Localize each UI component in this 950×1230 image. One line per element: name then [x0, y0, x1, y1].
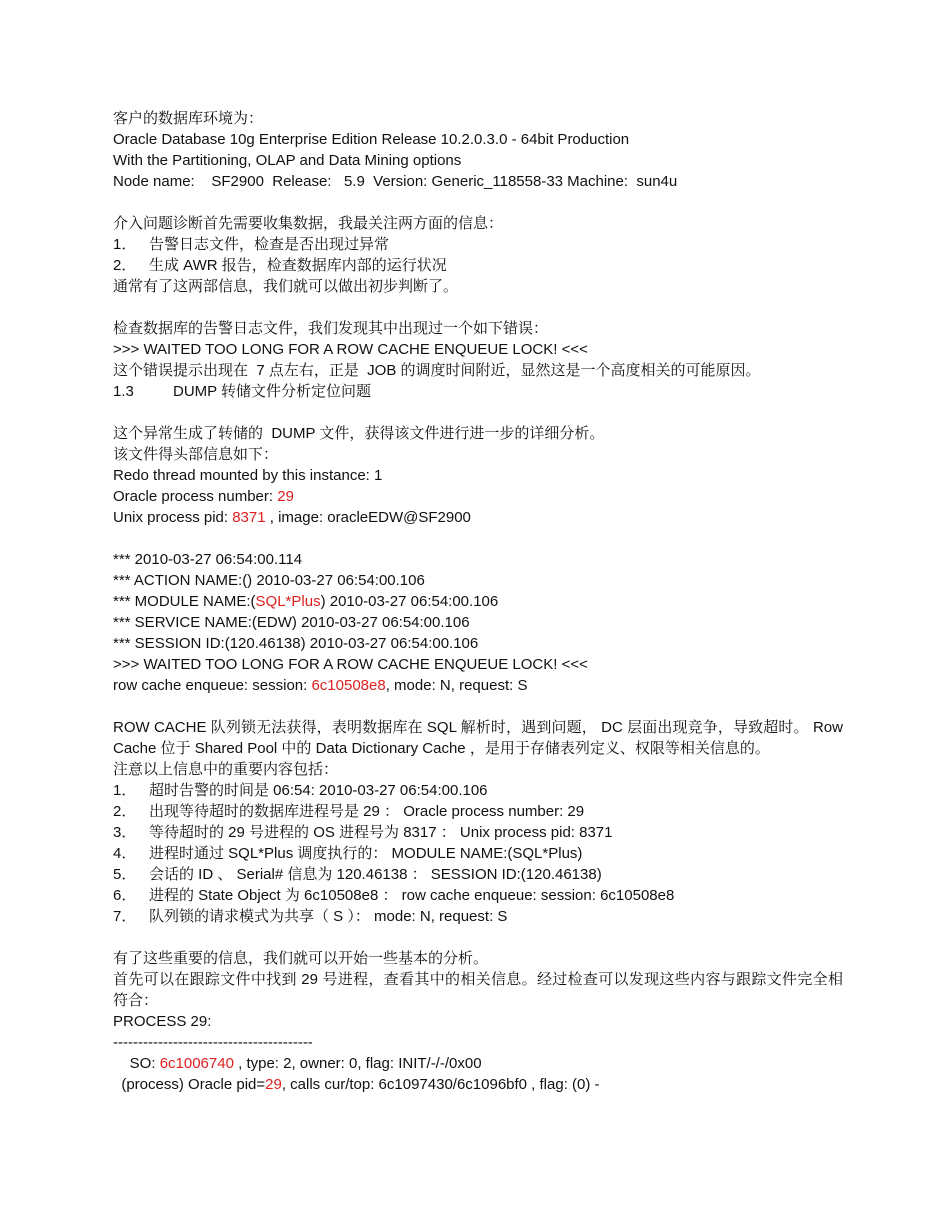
list-text: 等待超时的 29 号进程的 OS 进程号为 8317 ： Unix process pid: 8371 — [149, 824, 613, 841]
diag-conclusion: 通常有了这两部信息，我们就可以做出初步判断了。 — [113, 278, 459, 295]
row-cache-enqueue — [113, 675, 843, 696]
list-num: 1． — [113, 236, 137, 253]
list-num: 6． — [113, 887, 137, 904]
section-number: 1.3 — [113, 383, 134, 400]
list-num: 3． — [113, 824, 137, 841]
list-text: 会话的 ID 、 Serial# 信息为 120.46138 ： SESSION ID:(120.46138) — [149, 866, 602, 883]
divider: ---------------------------------------- — [113, 1034, 313, 1051]
highlight-value: 29 — [277, 488, 294, 505]
list-num: 7． — [113, 908, 137, 925]
label: Oracle process number: — [113, 488, 278, 505]
label: *** MODULE NAME:( — [113, 593, 256, 610]
dump-unix-pid — [113, 507, 843, 528]
env-line-2: With the Partitioning, OLAP and Data Mining options — [113, 152, 462, 169]
list-text: 超时告警的时间是 06:54: 2010-03-27 06:54:00.106 — [149, 782, 488, 799]
dump-head: 该文件得头部信息如下： — [113, 446, 279, 463]
alert-desc: 这个错误提示出现在 7 点左右，正是 JOB 的调度时间附近，显然这是一个高度相关的可能原因。 — [113, 362, 761, 379]
list-item — [113, 822, 843, 843]
list-item — [113, 780, 843, 801]
list-item — [113, 843, 843, 864]
list-item — [113, 885, 843, 906]
env-line-1: Oracle Database 10g Enterprise Edition Release 10.2.0.3.0 - 64bit Production — [113, 131, 630, 148]
list-item — [113, 801, 843, 822]
section-title: DUMP 转储文件分析定位问题 — [173, 383, 372, 400]
list-num: 4． — [113, 845, 137, 862]
analysis-note: 注意以上信息中的重要内容包括： — [113, 761, 339, 778]
list-item — [113, 906, 843, 927]
analysis-paragraph: ROW CACHE 队列锁无法获得，表明数据库在 SQL 解析时，遇到问题， DC 层面出现竞争，导致超时。 Row Cache 位于 Shared Pool 中的 Data Dictionary Cache ，是用于存储表列定义、权限等相关信息的。 — [113, 719, 843, 757]
list-num: 5． — [113, 866, 137, 883]
state-object — [113, 1053, 843, 1074]
label-tail: , calls cur/top: 6c1097430/6c1096bf0 , flag: (0) - — [281, 1076, 600, 1093]
analysis-list — [113, 780, 843, 927]
label-tail: , type: 2, owner: 0, flag: INIT/-/-/0x00 — [233, 1055, 482, 1072]
trace-error: >>> WAITED TOO LONG FOR A ROW CACHE ENQUEUE LOCK! <<< — [113, 656, 588, 673]
label: Unix process pid: — [113, 509, 233, 526]
trace-action: *** ACTION NAME:() 2010-03-27 06:54:00.106 — [113, 572, 425, 589]
list-num: 2． — [113, 803, 137, 820]
document-page — [113, 108, 843, 1095]
list-num: 1． — [113, 782, 137, 799]
trace-service: *** SERVICE NAME:(EDW) 2010-03-27 06:54:00.106 — [113, 614, 470, 631]
highlight-value: 8371 — [232, 509, 266, 526]
trace-para-1: 有了这些重要的信息，我们就可以开始一些基本的分析。 — [113, 950, 489, 967]
trace-timestamp: *** 2010-03-27 06:54:00.114 — [113, 551, 303, 568]
env-heading: 客户的数据库环境为： — [113, 110, 264, 127]
list-num: 2． — [113, 257, 137, 274]
alert-error: >>> WAITED TOO LONG FOR A ROW CACHE ENQUEUE LOCK! <<< — [113, 341, 588, 358]
list-item — [113, 255, 843, 276]
diag-intro: 介入问题诊断首先需要收集数据，我最关注两方面的信息： — [113, 215, 504, 232]
list-text: 告警日志文件，检查是否出现过异常 — [149, 236, 390, 253]
oracle-pid — [113, 1074, 843, 1095]
list-text: 进程时通过 SQL*Plus 调度执行的： MODULE NAME:(SQL*Plus) — [149, 845, 583, 862]
env-line-3: Node name: SF2900 Release: 5.9 Version: Generic_118558-33 Machine: sun4u — [113, 173, 678, 190]
label: SO: — [113, 1055, 160, 1072]
section-heading — [113, 381, 843, 402]
list-item — [113, 234, 843, 255]
label-tail: ) 2010-03-27 06:54:00.106 — [320, 593, 499, 610]
highlight-value: 6c1006740 — [159, 1055, 234, 1072]
dump-process-number — [113, 486, 843, 507]
highlight-value: 29 — [265, 1076, 282, 1093]
trace-session: *** SESSION ID:(120.46138) 2010-03-27 06:54:00.106 — [113, 635, 479, 652]
label-tail: , image: oracleEDW@SF2900 — [265, 509, 471, 526]
dump-redo: Redo thread mounted by this instance: 1 — [113, 467, 383, 484]
list-text: 出现等待超时的数据库进程号是 29 ： Oracle process number: 29 — [149, 803, 585, 820]
dump-intro: 这个异常生成了转储的 DUMP 文件，获得该文件进行进一步的详细分析。 — [113, 425, 605, 442]
alert-intro: 检查数据库的告警日志文件，我们发现其中出现过一个如下错误： — [113, 320, 549, 337]
trace-para-2: 首先可以在跟踪文件中找到 29 号进程，查看其中的相关信息。经过检查可以发现这些内容与跟踪文件完全相符合： — [113, 971, 843, 1009]
label-tail: , mode: N, request: S — [385, 677, 528, 694]
process-header: PROCESS 29: — [113, 1013, 212, 1030]
label: (process) Oracle pid= — [113, 1076, 266, 1093]
label: row cache enqueue: session: — [113, 677, 312, 694]
list-text: 队列锁的请求模式为共享（ S ）： mode: N, request: S — [149, 908, 508, 925]
list-item — [113, 864, 843, 885]
list-text: 生成 AWR 报告，检查数据库内部的运行状况 — [149, 257, 447, 274]
list-text: 进程的 State Object 为 6c10508e8 ： row cache enqueue: session: 6c10508e8 — [149, 887, 675, 904]
highlight-value: SQL*Plus — [255, 593, 321, 610]
highlight-value: 6c10508e8 — [311, 677, 386, 694]
trace-module — [113, 591, 843, 612]
